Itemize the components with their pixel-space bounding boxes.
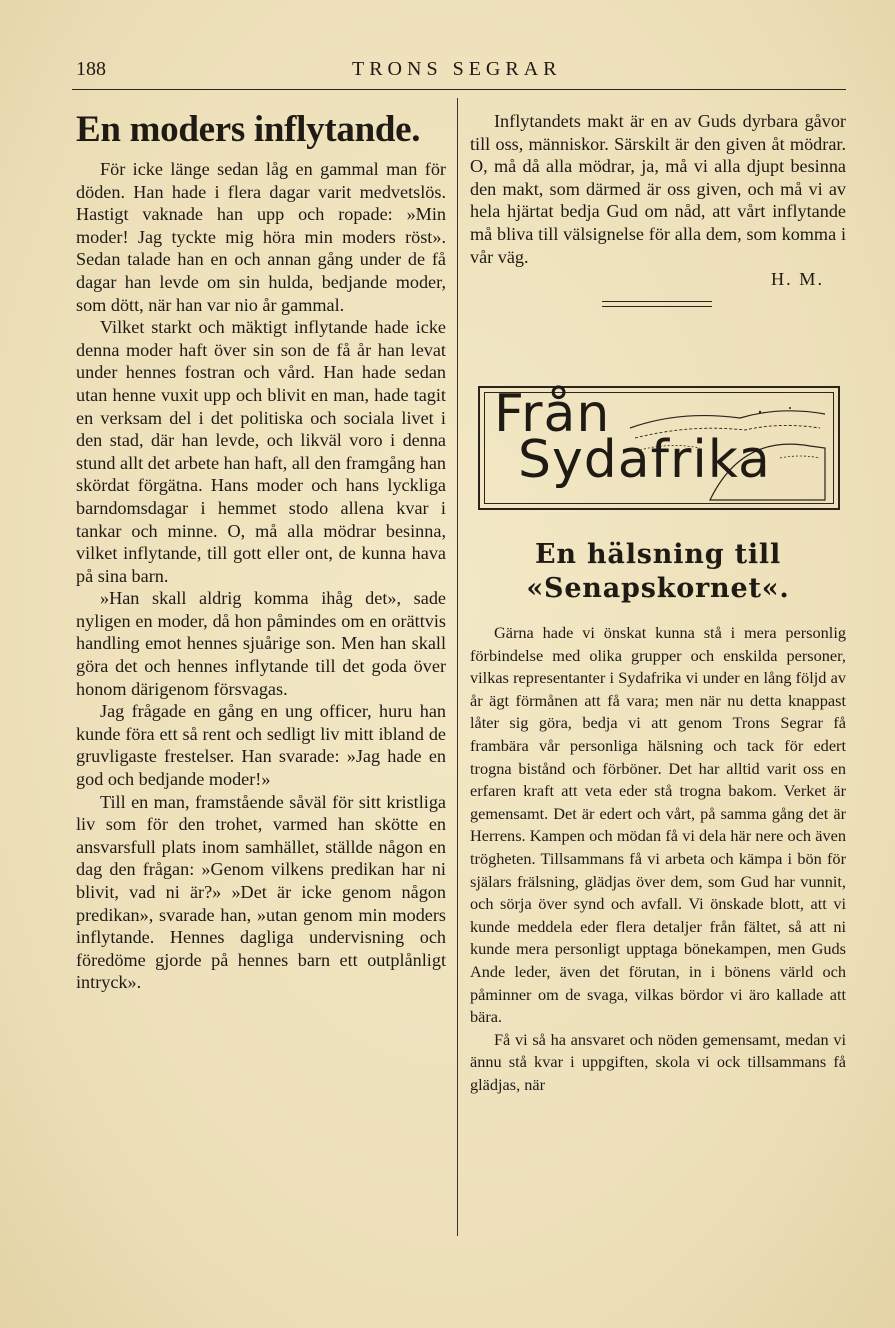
paragraph: »Han skall aldrig komma ihåg det», sade nyligen en moder, då hon påmindes om en orättvis handling emot hennes sjuårige son. Men han skall göra det och hennes inflytande till det goda över honom därigenom försvagas. (76, 588, 446, 699)
right-column (470, 110, 846, 1094)
column-divider (457, 98, 458, 1236)
banner-line-1: Från (494, 384, 611, 444)
paragraph: För icke länge sedan låg en gammal man för döden. Han hade i flera dagar varit medvetslös. Hastigt vaknade han upp och ropade: »Min moder! Jag tyckte mig höra min moders röst». Sedan talade han en och annan gång under de få dagar han levde om sin hulda, bedjande moder, som dött, när han var nio år gammal. (76, 159, 446, 315)
article-title-greeting: En hälsning till «Senapskornet«. (526, 539, 790, 604)
running-title: TRONS SEGRAR (352, 58, 562, 80)
article-continuation: Inflytandets makt är en av Guds dyrbara gåvor till oss, människor. Särskilt är den given åt mödrar. O, må då alla mödrar, ja, må vi alla djupt besinna den makt, som därmed är oss given, och må vi av hela hjärtat bedja Gud om nåd, att vårt inflytande må bliva till välsignelse för alla dem, som komma i vår väg. (470, 111, 846, 267)
section-divider (602, 301, 712, 307)
paragraph: Vilket starkt och mäktigt inflytande hade icke denna moder haft över sin son de få år han levat under hennes fostran och vård. Han hade sedan utan henne vuxit upp och blivit en man, hade tagit en verksam del i det politiska och sociala livet i den stad, där han levde, och likväl voro i denna stund allt det arbete han haft, all den framgång han skördat förgätna. Hans moder och hans lyckliga barndomsdagar i hemmet stodo allena kvar i tankar och minne. O, må alla mödrar besinna, vilket inflytande, till gott eller ont, de kunna hava på sina barn. (76, 317, 446, 586)
left-column (76, 108, 446, 994)
header-rule (72, 89, 846, 90)
banner-line-2: Sydafrika (518, 430, 771, 490)
page-header (76, 58, 846, 88)
paragraph: Gärna hade vi önskat kunna stå i mera personlig förbindelse med olika grupper och enskilda personer, vilkas representanter i Sydafrika vi under en lång följd av år ägt förmånen att få vara; men när nu detta knappast låter sig göra, bedja vi att genom Trons Segrar få frambära vår personliga hälsning och tack för edert trogna bistånd och förböner. Det har alltid varit oss en erfaren kraft att veta eder stå trogna bakom. Verket är gemensamt. Det är edert och vårt, på samma gång det är Herrens. Kampen och mödan få vi dela här nere och även trögheten. Tillsammans få vi arbeta och kämpa i bön för själars frälsning, glädjas över dem, som Gud har vunnit, och sörja över synd och avfall. Vi önskade blott, att vi kunde meddela eder flera detaljer från fältet, så att ni kunde mera personligt upptaga bönekampen, men Guds Ande leder, även det förutan, in i bönens värld och påminner om de svaga, vilkas bördor vi äro kallade att bära. (470, 623, 846, 1027)
greeting-article-body (470, 622, 846, 1096)
page-number: 188 (76, 58, 106, 80)
author-signature: H. M. (771, 269, 824, 290)
paragraph: Jag frågade en gång en ung officer, huru han kunde föra ett så rent och sedligt liv mitt ibland de gruvligaste frestelser. Han svarade: »Jag hade en god och bedjande moder!» (76, 701, 446, 790)
paragraph: Till en man, framstående såväl för sitt kristliga liv som för den trohet, varmed han skötte en ansvarsfull plats inom samhället, ställde någon en dag den frågan: »Genom vilkens predikan har ni blivit, vad ni är?» »Det är icke genom någon predikan», svarade han, »utan genom min moders inflytande. Hennes dagliga undervisning och föredöme gjorde på hennes barn ett outplånligt intryck». (76, 791, 446, 993)
paragraph: Få vi så ha ansvaret och nöden gemensamt, medan vi ännu stå kvar i uppgiften, skola vi ock tillsammans få glädjas, när (470, 1029, 846, 1094)
section-banner (478, 386, 840, 510)
article-title: En moders inflytande. (76, 109, 421, 150)
